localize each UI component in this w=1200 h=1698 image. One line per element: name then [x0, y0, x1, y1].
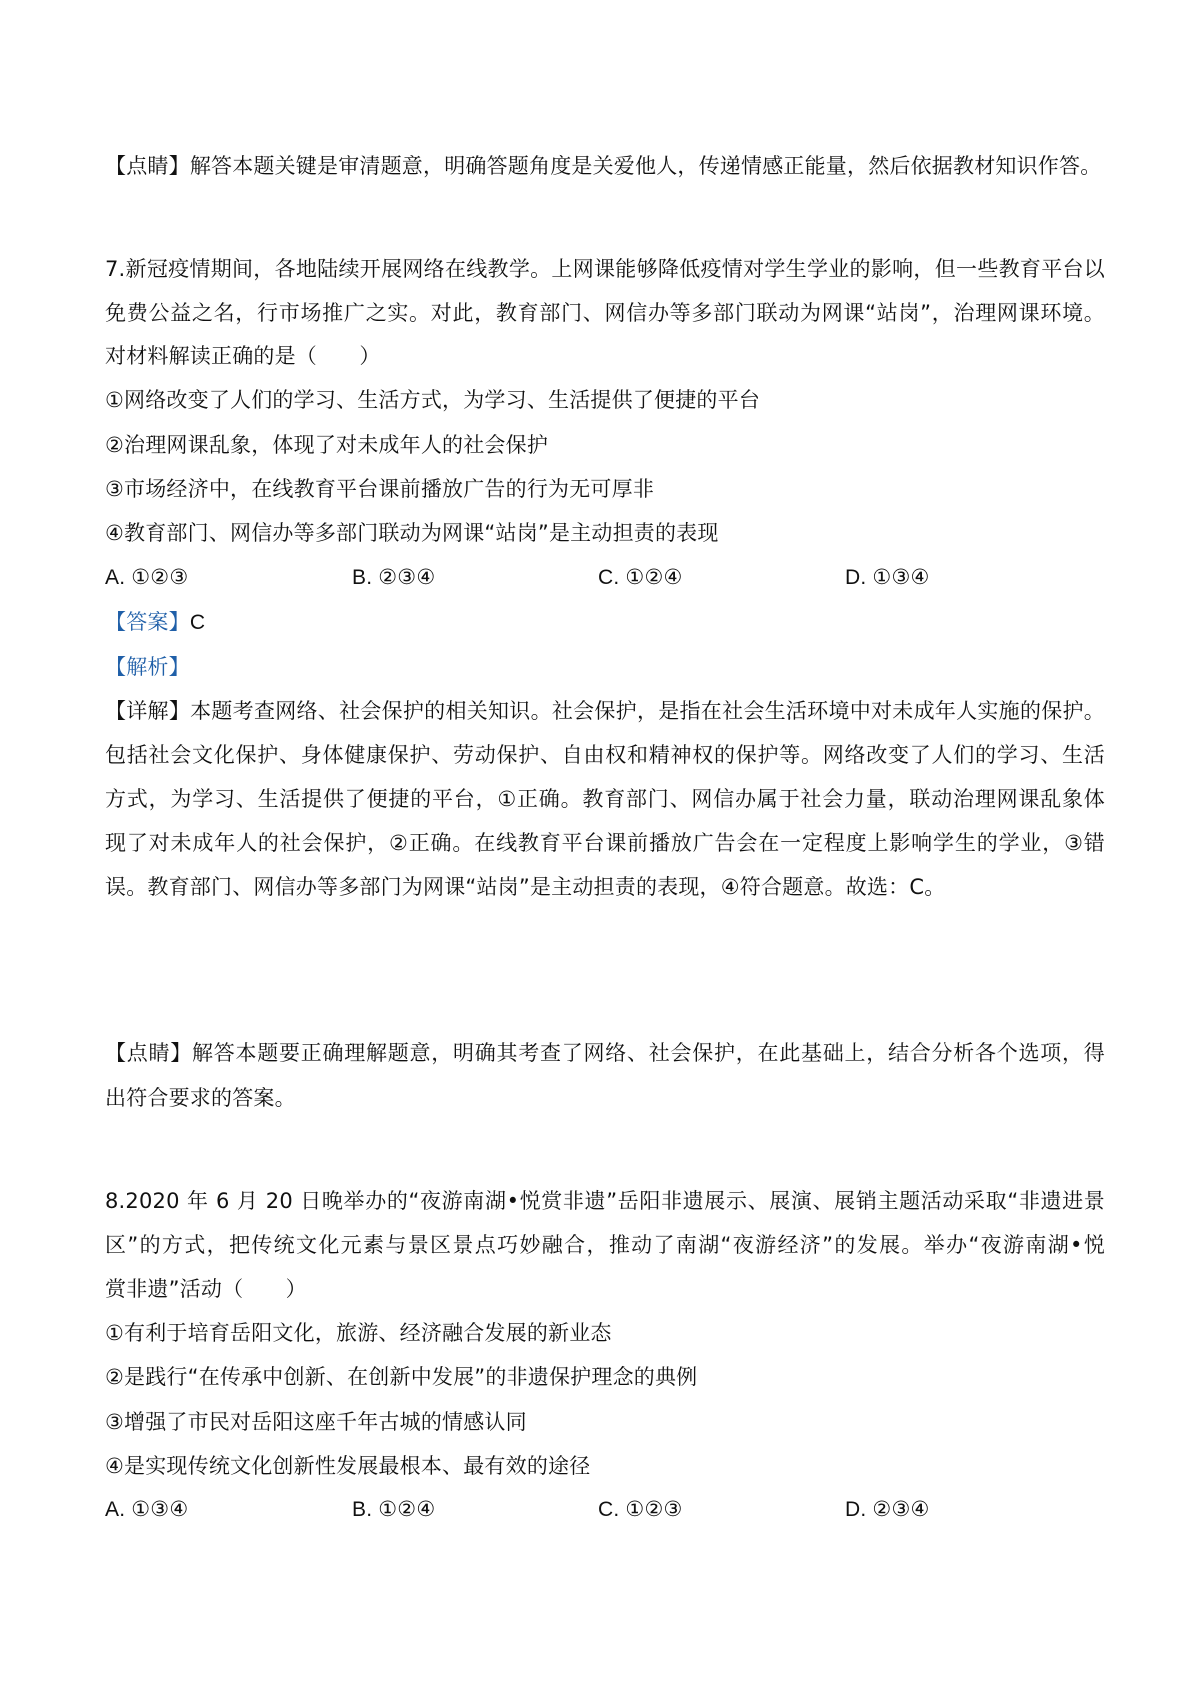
- q7-detail-line-3: 方式，为学习、生活提供了便捷的平台，①正确。教育部门、网信办属于社会力量，联动治理网课乱象体: [105, 787, 1105, 811]
- q8-statement-1: ①有利于培育岳阳文化，旅游、经济融合发展的新业态: [105, 1321, 612, 1345]
- q8-stem-line-1: 8.2020 年 6 月 20 日晚举办的“夜游南湖•悦赏非遗”岳阳非遗展示、展演、展销主题活动采取“非遗进景: [105, 1189, 1105, 1213]
- q7-stem-line-2: 免费公益之名，行市场推广之实。对此，教育部门、网信办等多部门联动为网课“站岗”，治理网课环境。: [105, 301, 1105, 325]
- q7-note-line-1: [105, 1038, 1105, 1068]
- q7-option-b: B. ②③④: [352, 566, 436, 589]
- prev-question-note: [105, 151, 1105, 181]
- q8-statement-3: ③增强了市民对岳阳这座千年古城的情感认同: [105, 1410, 527, 1434]
- answer-value: C: [189, 611, 206, 634]
- note-tag: 【点睛】: [105, 1041, 193, 1065]
- q7-answer: [105, 607, 1105, 638]
- q7-detail-line-4: 现了对未成年人的社会保护，②正确。在线教育平台课前播放广告会在一定程度上影响学生的学业，③错: [105, 831, 1105, 855]
- note-text: 解答本题关键是审清题意，明确答题角度是关爱他人，传递情感正能量，然后依据教材知识作答。: [189, 154, 1102, 178]
- q7-statement-2: ②治理网课乱象，体现了对未成年人的社会保护: [105, 433, 549, 457]
- q7-statement-4: ④教育部门、网信办等多部门联动为网课“站岗”是主动担责的表现: [105, 521, 719, 545]
- q8-stem-line-2: 区”的方式，把传统文化元素与景区景点巧妙融合，推动了南湖“夜游经济”的发展。举办“夜游南湖•悦: [105, 1233, 1105, 1257]
- q7-statement-3: ③市场经济中，在线教育平台课前播放广告的行为无可厚非: [105, 477, 655, 501]
- q7-note-line-2: 出符合要求的答案。: [105, 1086, 296, 1110]
- note-text-1: 解答本题要正确理解题意，明确其考查了网络、社会保护，在此基础上，结合分析各个选项，得: [192, 1041, 1105, 1065]
- q8-option-a: A. ①③④: [105, 1498, 189, 1521]
- q7-stem-line-3: 对材料解读正确的是（ ）: [105, 344, 381, 368]
- q8-stem-line-3: 赏非遗”活动（ ）: [105, 1277, 307, 1301]
- q7-detail-line-1: [105, 696, 1105, 726]
- q8-option-c: C. ①②③: [598, 1498, 683, 1521]
- q7-option-c: C. ①②④: [598, 566, 683, 589]
- q8-option-d: D. ②③④: [845, 1498, 930, 1521]
- q8-statement-4: ④是实现传统文化创新性发展最根本、最有效的途径: [105, 1454, 591, 1478]
- detail-text-1: 本题考查网络、社会保护的相关知识。社会保护，是指在社会生活环境中对未成年人实施的保护。: [190, 699, 1105, 723]
- q7-option-d: D. ①③④: [845, 566, 930, 589]
- q8-option-b: B. ①②④: [352, 1498, 436, 1521]
- q7-stem-line-1: 7.新冠疫情期间，各地陆续开展网络在线教学。上网课能够降低疫情对学生学业的影响，但一些教育平台以: [105, 257, 1105, 281]
- q8-statement-2: ②是践行“在传承中创新、在创新中发展”的非遗保护理念的典例: [105, 1365, 698, 1389]
- answer-tag: 【答案】: [105, 610, 190, 634]
- note-tag: 【点睛】: [105, 154, 190, 178]
- detail-tag: 【详解】: [105, 699, 191, 723]
- q7-statement-1: ①网络改变了人们的学习、生活方式，为学习、生活提供了便捷的平台: [105, 388, 761, 412]
- q7-option-a: A. ①②③: [105, 566, 189, 589]
- q7-detail-line-2: 包括社会文化保护、身体健康保护、劳动保护、自由权和精神权的保护等。网络改变了人们的学习、生活: [105, 743, 1105, 767]
- analysis-tag: 【解析】: [105, 655, 190, 679]
- q7-detail-line-5: 误。教育部门、网信办等多部门为网课“站岗”是主动担责的表现，④符合题意。故选：C。: [105, 875, 946, 899]
